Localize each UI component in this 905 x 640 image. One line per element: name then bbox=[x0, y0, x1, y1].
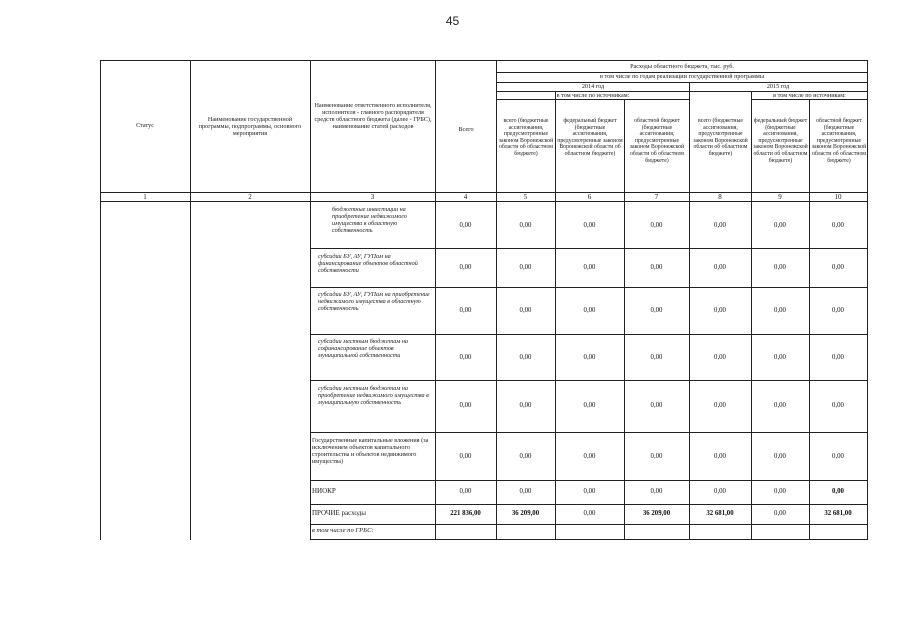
row-separator bbox=[310, 380, 868, 381]
line-colnums-bottom bbox=[100, 201, 868, 202]
row-value: 0,00 bbox=[459, 264, 472, 271]
row-value: 0,00 bbox=[459, 222, 472, 229]
header-col10: областной бюджет (бюджетные ассигнования, предусмотренные законом Воронежской области об областном бюджете) bbox=[811, 118, 867, 164]
row-value: 0,00 bbox=[774, 488, 786, 495]
page-number: 45 bbox=[445, 14, 460, 28]
col-border bbox=[435, 60, 436, 540]
column-number: 6 bbox=[587, 193, 592, 201]
row-value: 0,00 bbox=[832, 402, 844, 409]
row-value: 0,00 bbox=[832, 222, 844, 229]
col-border bbox=[100, 60, 101, 540]
row-value: 0,00 bbox=[714, 402, 726, 409]
row-value: 32 681,00 bbox=[824, 510, 852, 517]
row-value: 0,00 bbox=[583, 453, 596, 460]
row-value: 0,00 bbox=[459, 453, 472, 460]
budget-table bbox=[100, 60, 868, 540]
row-separator bbox=[310, 334, 868, 335]
col-border bbox=[809, 99, 810, 540]
row-label: бюджетные инвестиции на приобретение недвижимого имущества в областную собственность bbox=[332, 206, 407, 234]
row-label: Государственные капитальные вложения (за исключением объектов капитального строительства и объектов недвижимого имущества) bbox=[312, 437, 429, 465]
header-sources-2015: в том числе по источникам: bbox=[773, 92, 846, 99]
row-value: 0,00 bbox=[459, 354, 472, 361]
row-label: ПРОЧИЕ расходы bbox=[312, 509, 366, 517]
column-number: 1 bbox=[143, 193, 147, 201]
row-value: 0,00 bbox=[519, 264, 532, 271]
row-value: 221 836,00 bbox=[450, 510, 481, 517]
col-border bbox=[867, 60, 868, 540]
row-value: 0,00 bbox=[650, 264, 663, 271]
row-value: 0,00 bbox=[519, 307, 532, 314]
row-value: 36 209,00 bbox=[642, 510, 671, 517]
row-value: 0,00 bbox=[583, 488, 596, 495]
row-label: субсидии БУ, АУ, ГУПам на финансирование объектов областной собственности bbox=[318, 253, 418, 274]
header-col7: областной бюджет (бюджетные ассигнования, предусмотренные законом Воронежской области об областном бюджете) bbox=[629, 118, 685, 164]
row-value: 0,00 bbox=[650, 354, 663, 361]
row-value: 0,00 bbox=[832, 307, 844, 314]
row-label: субсидии местным бюджетам на софинансирование объектов муниципальной собственности bbox=[318, 338, 409, 359]
row-value: 0,00 bbox=[832, 453, 844, 460]
header-by-years: в том числе по годам реализации государственной программы bbox=[600, 73, 764, 80]
row-separator bbox=[310, 287, 868, 288]
row-value: 0,00 bbox=[774, 453, 786, 460]
row-value: 0,00 bbox=[714, 264, 726, 271]
row-value: 0,00 bbox=[650, 222, 663, 229]
row-value: 0,00 bbox=[774, 510, 786, 517]
row-value: 32 681,00 bbox=[706, 510, 734, 517]
row-value: 0,00 bbox=[650, 488, 663, 495]
header-col6: федеральный бюджет (бюджетные ассигнования, предусмотренные законом Воронежской области об областном бюджете) bbox=[557, 118, 623, 157]
row-value: 0,00 bbox=[774, 222, 786, 229]
row-value: 0,00 bbox=[650, 307, 663, 314]
row-separator bbox=[310, 248, 868, 249]
line-sources-2014 bbox=[496, 99, 689, 100]
column-number: 5 bbox=[523, 193, 528, 201]
row-value: 0,00 bbox=[519, 488, 532, 495]
row-value: 0,00 bbox=[714, 354, 726, 361]
row-separator bbox=[310, 480, 868, 481]
row-value: 0,00 bbox=[583, 222, 596, 229]
row-value: 0,00 bbox=[459, 488, 472, 495]
row-label: субсидии БУ, АУ, ГУПам на приобретение недвижимого имущества в областную собственность bbox=[318, 291, 430, 312]
row-value: 0,00 bbox=[774, 402, 786, 409]
column-number: 4 bbox=[463, 193, 468, 201]
row-value: 0,00 bbox=[459, 402, 472, 409]
row-value: 0,00 bbox=[519, 402, 532, 409]
col-border bbox=[310, 60, 311, 540]
row-value: 0,00 bbox=[583, 307, 596, 314]
row-value: 0,00 bbox=[832, 264, 844, 271]
row-label: в том числе по ГРБС: bbox=[312, 527, 374, 534]
col-border bbox=[624, 99, 625, 540]
col-border bbox=[496, 60, 497, 540]
row-separator bbox=[310, 504, 868, 505]
row-separator bbox=[310, 432, 868, 433]
header-total: Всего bbox=[458, 126, 474, 133]
row-value: 0,00 bbox=[650, 402, 663, 409]
row-label: НИОКР bbox=[312, 487, 336, 495]
row-value: 0,00 bbox=[714, 488, 726, 495]
header-col5: всего (бюджетные ассигнования, предусмотренные законом Воронежской области об областном бюджете) bbox=[498, 118, 554, 157]
column-number: 8 bbox=[718, 193, 722, 201]
row-value: 0,00 bbox=[583, 354, 596, 361]
row-value: 36 209,00 bbox=[511, 510, 540, 517]
row-separator bbox=[310, 539, 868, 540]
row-value: 0,00 bbox=[774, 307, 786, 314]
column-number: 7 bbox=[654, 193, 659, 201]
row-value: 0,00 bbox=[459, 307, 472, 314]
row-value: 0,00 bbox=[583, 402, 596, 409]
column-number: 2 bbox=[248, 193, 252, 201]
header-sources-2014: в том числе по источникам: bbox=[556, 92, 630, 99]
header-budget-title: Расходы областного бюджета, тыс. руб. bbox=[630, 63, 734, 70]
column-number: 9 bbox=[778, 193, 782, 201]
col-border bbox=[555, 91, 556, 540]
row-value: 0,00 bbox=[774, 354, 786, 361]
row-value: 0,00 bbox=[583, 264, 596, 271]
header-status: Статус bbox=[136, 122, 154, 129]
header-executor: Наименование ответственного исполнителя, исполнителя - главного распорядителя средств областного бюджета (далее - ГРБС), наименование статей расходов bbox=[314, 102, 432, 130]
table-top-border bbox=[100, 60, 868, 61]
column-number: 3 bbox=[370, 193, 375, 201]
row-value: 0,00 bbox=[650, 453, 663, 460]
header-year-2015: 2015 год bbox=[766, 83, 790, 90]
row-label: субсидии местным бюджетам на приобретение недвижимого имущества в муниципальную собственность bbox=[318, 385, 429, 406]
col-border bbox=[190, 60, 191, 540]
column-number: 10 bbox=[834, 193, 842, 201]
row-value: 0,00 bbox=[714, 453, 726, 460]
row-value: 0,00 bbox=[583, 510, 596, 517]
header-program: Наименование государственной программы, подпрограммы, основного мероприятия bbox=[198, 116, 302, 137]
row-value: 0,00 bbox=[832, 488, 844, 495]
row-value: 0,00 bbox=[519, 222, 532, 229]
row-value: 0,00 bbox=[832, 354, 844, 361]
header-col9: федеральный бюджет (бюджетные ассигнования, предусмотренные законом Воронежской области об областном бюджете) bbox=[753, 118, 808, 164]
row-value: 0,00 bbox=[519, 453, 532, 460]
row-value: 0,00 bbox=[714, 307, 726, 314]
row-separator bbox=[310, 524, 868, 525]
row-value: 0,00 bbox=[774, 264, 786, 271]
col-border bbox=[751, 91, 752, 540]
row-value: 0,00 bbox=[519, 354, 532, 361]
row-value: 0,00 bbox=[714, 222, 726, 229]
header-col8: всего (бюджетные ассигнования, предусмотренные законом Воронежской области об областном бюджете) bbox=[693, 118, 748, 157]
header-year-2014: 2014 год bbox=[581, 83, 605, 90]
